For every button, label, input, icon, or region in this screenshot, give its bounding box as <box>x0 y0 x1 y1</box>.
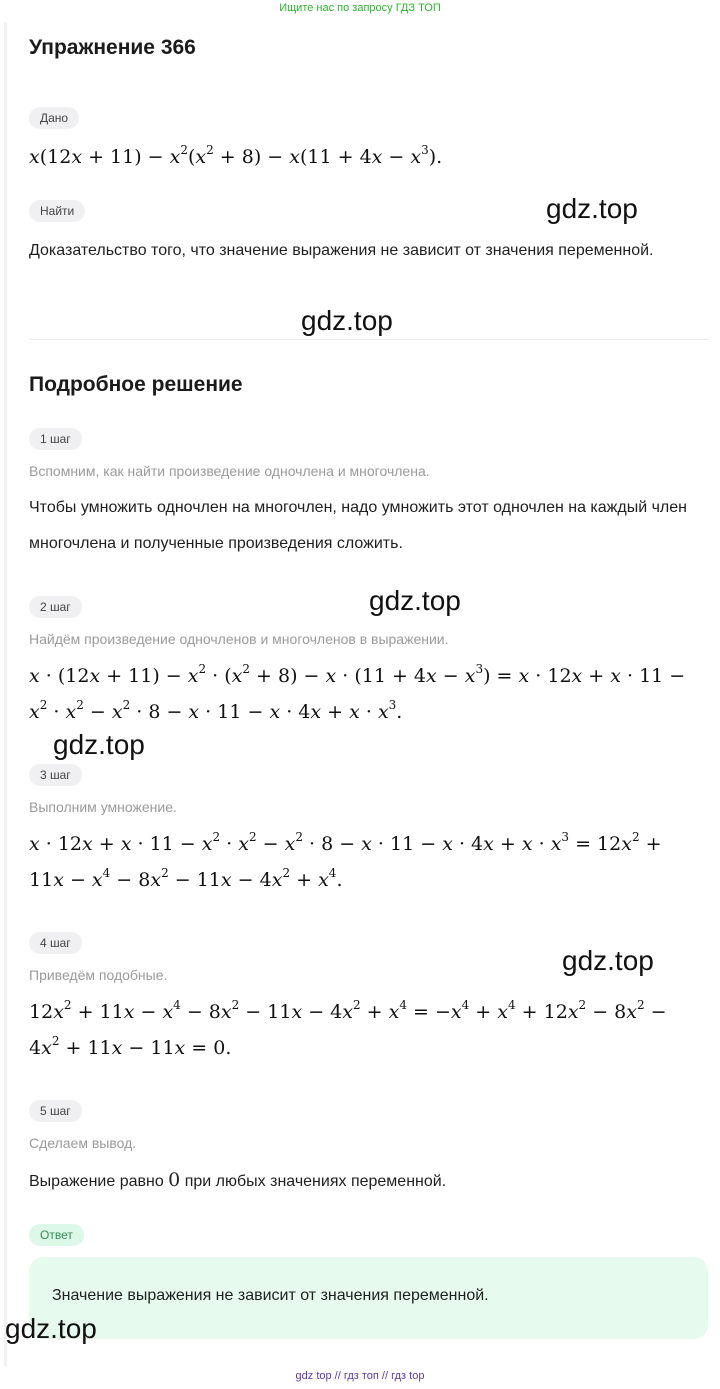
find-chip: Найти <box>29 200 85 222</box>
step-5-text-before: Выражение равно <box>29 1173 169 1190</box>
step-4-chip: 4 шаг <box>29 932 82 954</box>
step-5-zero: 0 <box>168 1169 181 1191</box>
step-2-expression: $x \cdot (12x + 11) - x^2 \cdot (x^2 + 8) - x \cdot (11 + 4x - x^3) = x \cdot 12x + x \cdot 11 - x^2 \cdot x^2 - x^2 \cdot 8 - x \cdot 11 - x \cdot 4x + x \cdot x^3$. <box>29 662 686 723</box>
step-3-hint: Выполним умножение. <box>29 799 177 815</box>
answer-chip: Ответ <box>29 1224 84 1246</box>
step-3-chip: 3 шаг <box>29 764 82 786</box>
step-2-chip: 2 шаг <box>29 596 82 618</box>
step-4-expression: $12x^2 + 11x - x^4 - 8x^2 - 11x - 4x^2 + x^4 = -x^4 + x^4 + 12x^2 - 8x^2 - 4x^2 + 11x - 11x = 0$. <box>29 998 667 1059</box>
step-5-text-after: при любых значениях переменной. <box>180 1173 447 1190</box>
footer-links[interactable]: gdz top // гдз топ // гдз top <box>295 1370 425 1382</box>
top-banner[interactable]: Ищите нас по запросу ГДЗ ТОП <box>279 2 441 14</box>
watermark: gdz.top <box>546 193 638 224</box>
given-chip: Дано <box>29 107 79 129</box>
answer-box <box>29 1257 708 1339</box>
watermark: gdz.top <box>301 305 393 336</box>
watermark: gdz.top <box>562 945 654 976</box>
find-text: Доказательство того, что значение выражения не зависит от значения переменной. <box>29 242 654 259</box>
step-4-hint: Приведём подобные. <box>29 967 168 983</box>
step-1-chip: 1 шаг <box>29 428 82 450</box>
given-expression: $x(12x + 11) - x^2(x^2 + 8) - x(11 + 4x - x^3)$. <box>29 143 443 168</box>
solution-title: Подробное решение <box>29 373 243 396</box>
step-1-hint: Вспомним, как найти произведение одночлена и многочлена. <box>29 463 430 479</box>
watermark: gdz.top <box>53 729 145 760</box>
divider <box>29 339 709 340</box>
answer-text: Значение выражения не зависит от значения переменной. <box>52 1287 489 1304</box>
step-5-text <box>29 1162 689 1200</box>
step-2-hint: Найдём произведение одночленов и многочленов в выражении. <box>29 631 449 647</box>
left-rule <box>4 22 7 1367</box>
step-5-hint: Сделаем вывод. <box>29 1135 137 1151</box>
step-5-chip: 5 шаг <box>29 1100 82 1122</box>
watermark: gdz.top <box>369 585 461 616</box>
step-1-text: Чтобы умножить одночлен на многочлен, надо умножить этот одночлен на каждый член многочлена и полученные произведения сложить. <box>29 499 687 552</box>
exercise-title: Упражнение 366 <box>29 36 196 59</box>
step-3-expression: $x \cdot 12x + x \cdot 11 - x^2 \cdot x^2 - x^2 \cdot 8 - x \cdot 11 - x \cdot 4x + x \cdot x^3 = 12x^2 + 11x - x^4 - 8x^2 - 11x - 4x^2 + x^4$. <box>29 830 662 891</box>
watermark: gdz.top <box>5 1313 97 1344</box>
